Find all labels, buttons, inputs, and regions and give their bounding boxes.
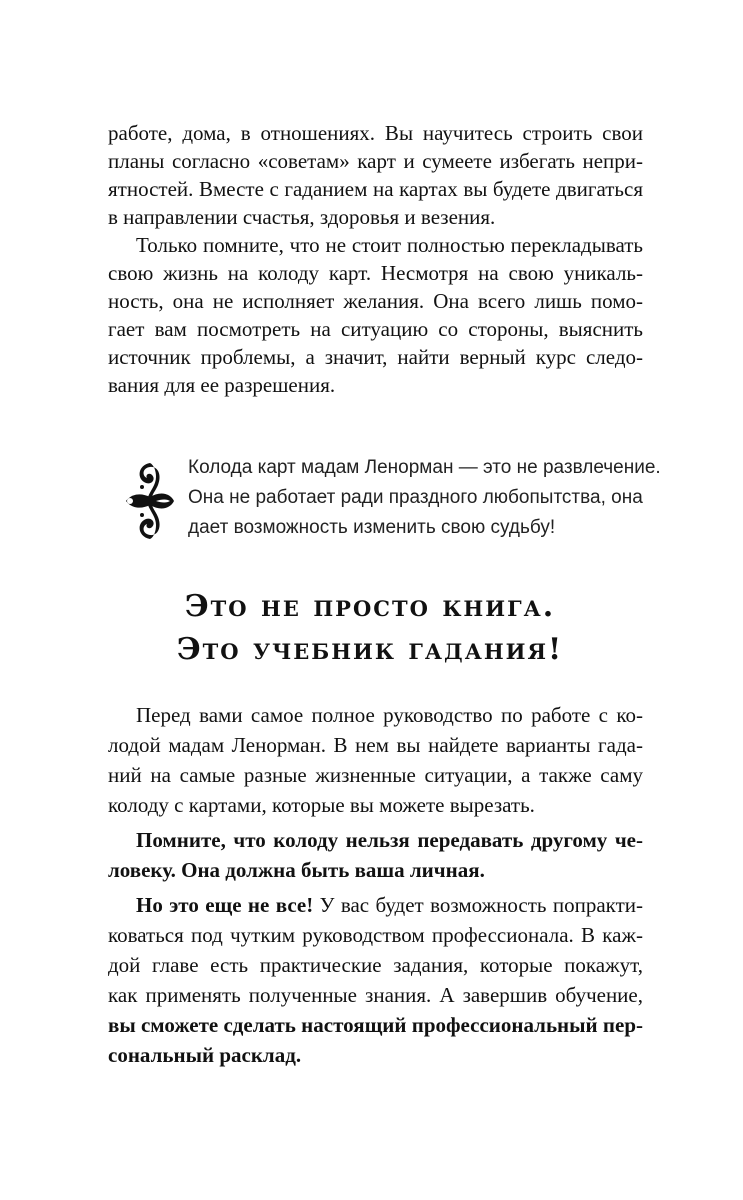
section-heading-line-1: Это не просто книга. [184,589,556,624]
paragraph-line: Только помните, что не стоит полностью перекладывать [136,233,643,257]
paragraph-line: в направлении счастья, здоровья и везения. [108,205,496,229]
paragraph-line: свою жизнь на колоду карт. Несмотря на свою уникаль- [108,261,643,285]
paragraph-line: как применять полученные знания. А завершив обучение, [108,983,643,1007]
fleur-ornament-icon [120,457,176,545]
callout-line: Она не работает ради праздного любопытства, она [188,487,643,508]
section-heading-line-2: Это учебник гадания! [176,632,564,667]
bottom-section [108,700,643,1067]
top-section [108,118,643,408]
callout-line: дает возможность изменить свою судьбу! [188,517,556,538]
callout-box [120,452,661,552]
paragraph-line: ность, она не исполняет желания. Она всего лишь помо- [108,289,643,313]
paragraph-line: коваться под чутким руководством профессионала. В каж- [108,923,643,947]
paragraph-line: планы согласно «советам» карт и сумеете избегать непри- [108,149,643,173]
paragraph-line: колоду с картами, которые вы можете вырезать. [108,793,535,817]
paragraph-line: ний на самые разные жизненные ситуации, а также саму [108,763,643,787]
paragraph-line: дой главе есть практические задания, которые покажут, [108,953,643,977]
bold-paragraph-line: ловеку. Она должна быть ваша личная. [108,858,485,882]
paragraph-line: Перед вами самое полное руководство по работе с ко- [136,703,643,727]
paragraph-line: источник проблемы, а значит, найти верный курс следо- [108,345,643,369]
callout-line: Колода карт мадам Ленорман — это не развлечение. [188,457,661,478]
paragraph-line: вания для ее разрешения. [108,373,336,397]
bold-paragraph-line: Помните, что колоду нельзя передавать другому че- [136,828,643,852]
paragraph-line: лодой мадам Ленорман. В нем вы найдете варианты гада- [108,733,643,757]
bold-paragraph-line: вы сможете сделать настоящий профессиональный пер- [108,1013,643,1037]
bold-paragraph-line: сональный расклад. [108,1043,302,1067]
bold-lead-text: Но это еще не все! [136,893,314,917]
lead-rest-text: У вас будет возможность попракти- [313,893,643,917]
paragraph-line: гает вам посмотреть на ситуацию со стороны, выяснить [108,317,643,341]
paragraph-line [136,890,643,920]
paragraph-line: работе, дома, в отношениях. Вы научитесь строить свои [108,121,643,145]
paragraph-line: ятностей. Вместе с гаданием на картах вы будете двигаться [108,177,643,201]
